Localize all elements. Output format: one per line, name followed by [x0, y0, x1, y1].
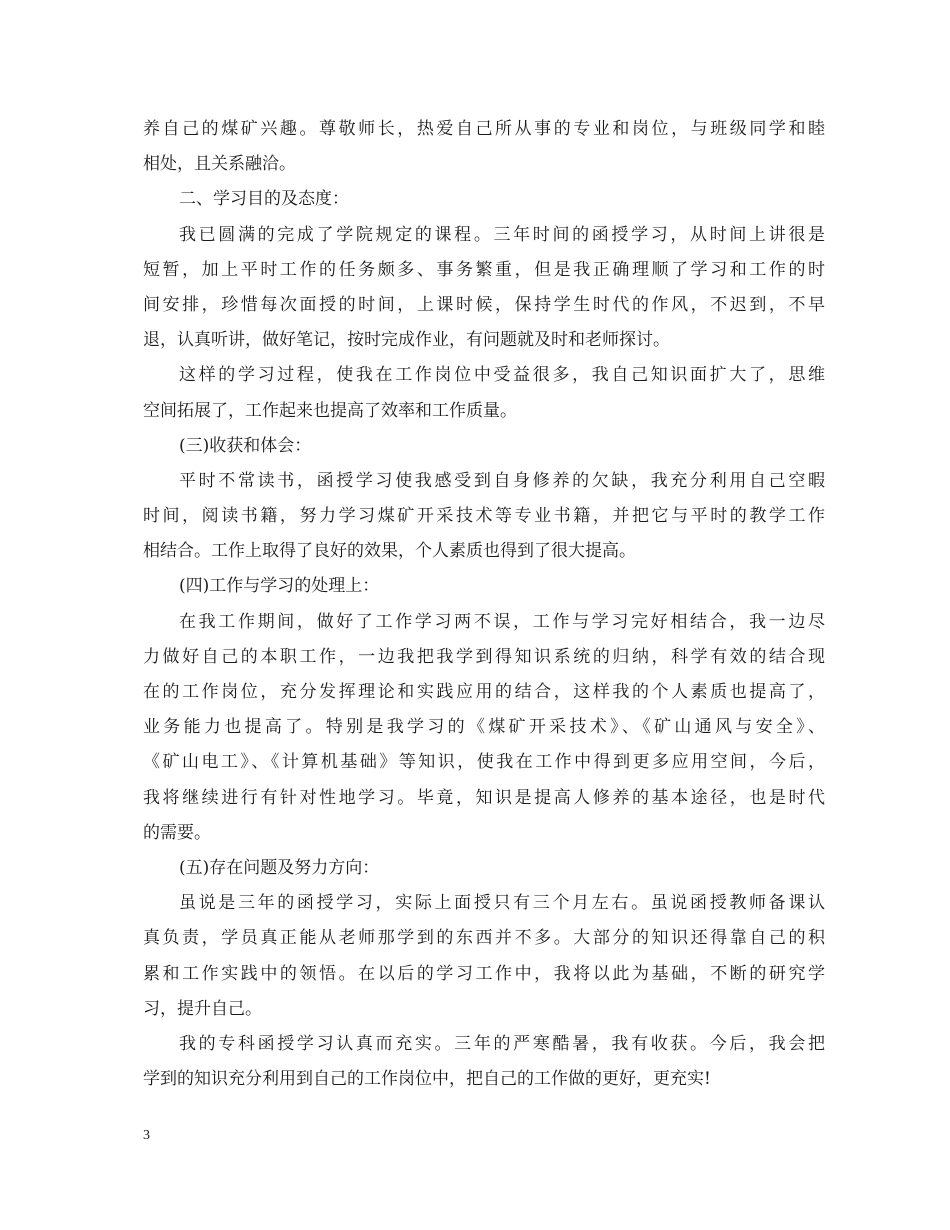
text-line: 这样的学习过程，使我在工作岗位中受益很多，我自己知识面扩大了，思维 — [179, 365, 825, 386]
text-line: 时间，阅读书籍，努力学习煤矿开采技术等专业书籍，并把它与平时的教学工作 — [143, 506, 825, 527]
text-line: 平时不常读书，函授学习使我感受到自身修养的欠缺，我充分利用自己空暇 — [179, 470, 825, 491]
text-line: 业务能力也提高了。特别是我学习的《煤矿开采技术》、《矿山通风与安全》、 — [143, 717, 825, 738]
text-line: 养自己的煤矿兴趣。尊敬师长，热爱自己所从事的专业和岗位，与班级同学和睦 — [143, 119, 825, 139]
text-line: 习，提升自己。 — [143, 998, 262, 1019]
text-line: (三)收获和体会： — [179, 435, 312, 456]
text-line: 二、学习目的及态度： — [179, 189, 349, 210]
text-line: 我已圆满的完成了学院规定的课程。三年时间的函授学习，从时间上讲很是 — [179, 224, 825, 245]
text-line: (四)工作与学习的处理上： — [179, 576, 380, 597]
text-line: 真负责，学员真正能从老师那学到的东西并不多。大部分的知识还得靠自己的积 — [143, 928, 825, 949]
text-line: (五)存在问题及努力方向： — [179, 857, 380, 878]
text-line: 退，认真听讲，做好笔记，按时完成作业，有问题就及时和老师探讨。 — [143, 330, 670, 351]
text-line: 力做好自己的本职工作，一边我把我学到得知识系统的归纳，科学有效的结合现 — [143, 646, 825, 667]
text-line: 短暂，加上平时工作的任务颇多、事务繁重，但是我正确理顺了学习和工作的时 — [143, 259, 825, 280]
document-body — [143, 112, 825, 1097]
text-line: 空间拓展了，工作起来也提高了效率和工作质量。 — [143, 400, 517, 421]
text-line: 相处，且关系融洽。 — [143, 154, 296, 175]
text-line: 相结合。工作上取得了良好的效果，个人素质也得到了很大提高。 — [143, 541, 636, 562]
text-line: 《矿山电工》、《计算机基础》等知识，使我在工作中得到更多应用空间，今后， — [143, 752, 825, 773]
text-line: 在我工作期间，做好了工作学习两不误，工作与学习完好相结合，我一边尽 — [179, 611, 825, 632]
text-line: 我将继续进行有针对性地学习。毕竟，知识是提高人修养的基本途径，也是时代 — [143, 787, 825, 808]
text-line: 我的专科函授学习认真而充实。三年的严寒酷暑，我有收获。今后，我会把 — [179, 1033, 825, 1054]
text-line: 的需要。 — [143, 822, 211, 843]
page-number: 3 — [143, 1128, 150, 1143]
text-line: 虽说是三年的函授学习，实际上面授只有三个月左右。虽说函授教师备课认 — [179, 893, 825, 914]
text-line: 在的工作岗位，充分发挥理论和实践应用的结合，这样我的个人素质也提高了， — [143, 682, 825, 702]
text-line: 学到的知识充分利用到自己的工作岗位中，把自己的工作做的更好，更充实! — [143, 1069, 711, 1090]
text-line: 累和工作实践中的领悟。在以后的学习工作中，我将以此为基础，不断的研究学 — [143, 963, 825, 984]
text-line: 间安排，珍惜每次面授的时间，上课时候，保持学生时代的作风，不迟到，不早 — [143, 294, 825, 315]
